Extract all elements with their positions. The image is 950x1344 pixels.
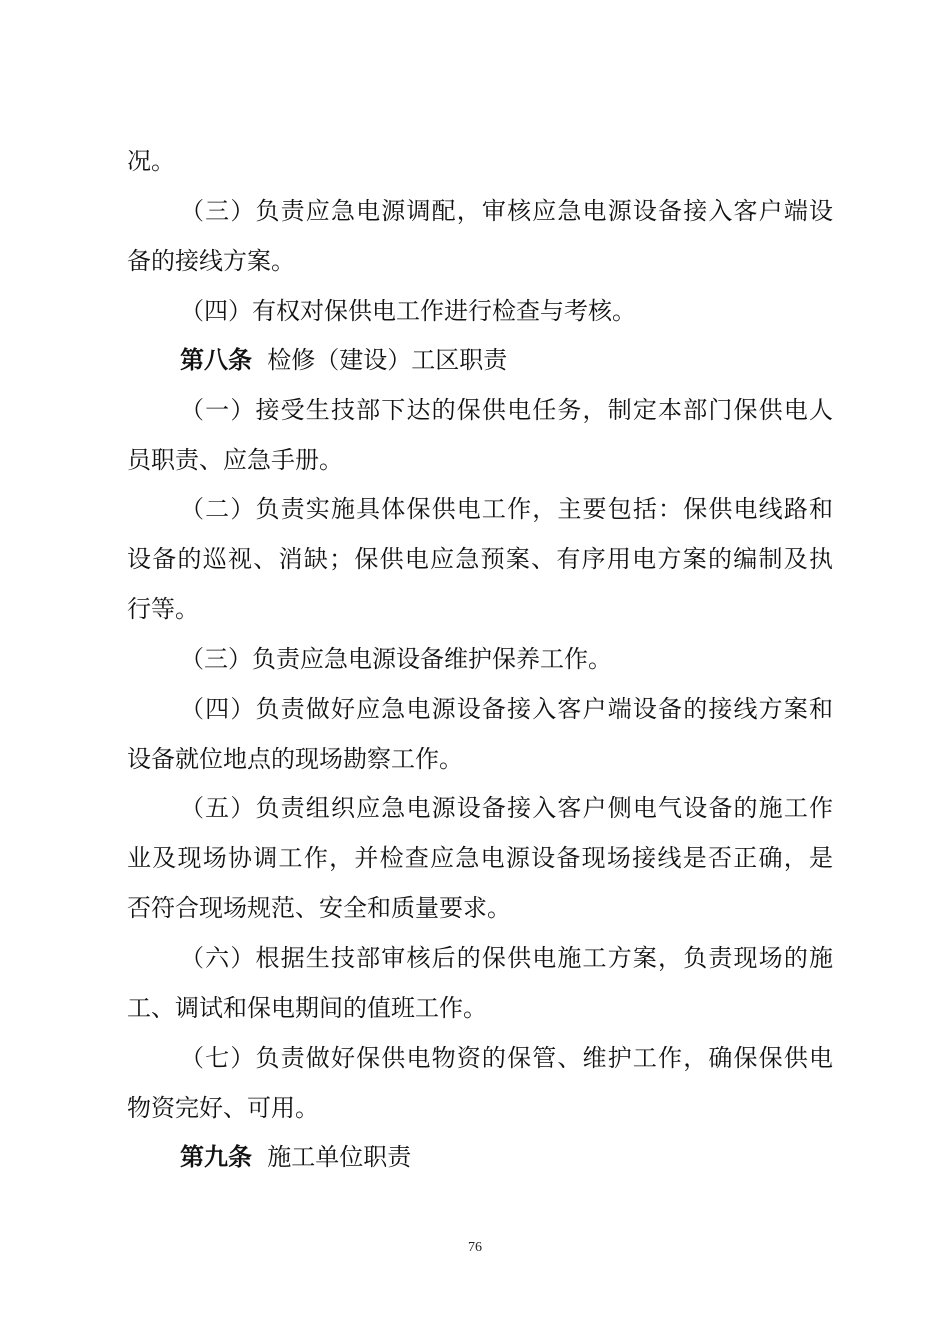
paragraph-line: 业及现场协调工作，并检查应急电源设备现场接线是否正确，是 [127, 844, 833, 872]
paragraph-line: （一）接受生技部下达的保供电任务，制定本部门保供电人 [180, 396, 833, 424]
paragraph-line: 员职责、应急手册。 [127, 446, 343, 474]
paragraph-line: （六）根据生技部审核后的保供电施工方案，负责现场的施 [180, 944, 833, 972]
paragraph-line: 否符合现场规范、安全和质量要求。 [127, 894, 511, 922]
article-heading [180, 1142, 833, 1172]
paragraph-line: （五）负责组织应急电源设备接入客户侧电气设备的施工作 [180, 794, 833, 822]
paragraph-line: 行等。 [127, 595, 199, 623]
article-heading [180, 345, 833, 375]
paragraph-line: 设备就位地点的现场勘察工作。 [127, 745, 463, 773]
paragraph-line: 物资完好、可用。 [127, 1094, 319, 1122]
article-title: 施工单位职责 [267, 1143, 412, 1171]
paragraph-line: （七）负责做好保供电物资的保管、维护工作，确保保供电 [180, 1044, 833, 1072]
paragraph-line: 况。 [127, 147, 175, 175]
article-number: 第九条 [180, 1143, 252, 1171]
page-number: 76 [468, 1240, 482, 1255]
paragraph-line: （四）负责做好应急电源设备接入客户端设备的接线方案和 [180, 695, 833, 723]
paragraph-line: （四）有权对保供电工作进行检查与考核。 [180, 297, 636, 325]
paragraph-line: （二）负责实施具体保供电工作，主要包括：保供电线路和 [180, 495, 833, 523]
paragraph-line: （三）负责应急电源设备维护保养工作。 [180, 645, 612, 673]
paragraph-line: （三）负责应急电源调配，审核应急电源设备接入客户端设 [180, 197, 833, 225]
paragraph-line: 备的接线方案。 [127, 247, 295, 275]
paragraph-line: 设备的巡视、消缺；保供电应急预案、有序用电方案的编制及执 [127, 545, 833, 573]
paragraph-line: 工、调试和保电期间的值班工作。 [127, 994, 487, 1022]
article-number: 第八条 [180, 346, 252, 374]
article-title: 检修（建设）工区职责 [267, 346, 508, 374]
